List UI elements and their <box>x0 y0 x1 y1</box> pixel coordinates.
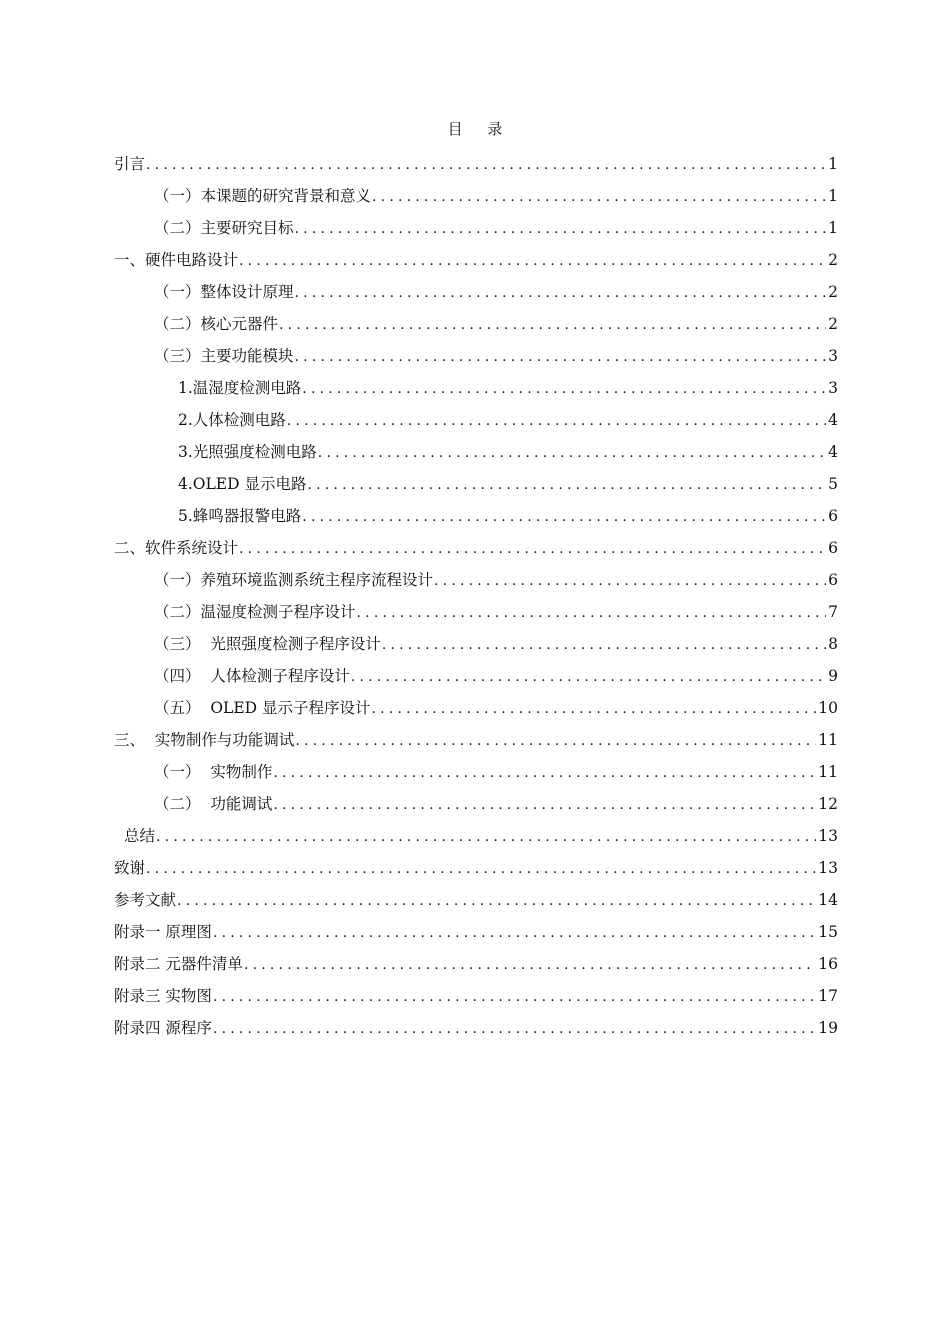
toc-entry-page-number: 13 <box>818 859 838 877</box>
toc-leader-dots <box>301 501 826 533</box>
toc-entry-label: 引言 <box>114 155 146 173</box>
toc-entry-label: 3.光照强度检测电路 <box>178 443 317 461</box>
toc-entry-page-number: 4 <box>828 411 838 429</box>
toc-entry-label: （二）主要研究目标 <box>154 219 294 237</box>
toc-entry-label: （四） 人体检测子程序设计 <box>154 667 350 685</box>
toc-entry[interactable] <box>114 468 838 500</box>
toc-entry-page-number: 1 <box>828 187 838 205</box>
toc-entry[interactable] <box>114 724 838 756</box>
toc-entry-label: 致谢 <box>114 859 146 877</box>
toc-entry[interactable] <box>114 980 838 1012</box>
toc-leader-dots <box>371 181 826 213</box>
toc-entry-label: 1.温湿度检测电路 <box>178 379 302 397</box>
toc-entry-label: 总结 <box>124 827 156 845</box>
toc-entry-page-number: 15 <box>818 923 838 941</box>
toc-leader-dots <box>294 725 816 757</box>
toc-entry[interactable] <box>114 276 838 308</box>
toc-entry-page-number: 14 <box>818 891 838 909</box>
toc-entry[interactable] <box>114 820 838 852</box>
toc-entry-label: （三）主要功能模块 <box>154 347 294 365</box>
toc-leader-dots <box>238 245 826 277</box>
toc-entry[interactable] <box>114 948 838 980</box>
toc-entry-label: （一）养殖环境监测系统主程序流程设计 <box>154 571 434 589</box>
toc-entry[interactable] <box>114 436 838 468</box>
toc-entry-page-number: 9 <box>828 667 838 685</box>
toc-leader-dots <box>286 405 826 437</box>
toc-leader-dots <box>317 437 826 469</box>
toc-leader-dots <box>278 309 826 341</box>
toc-entry-label: 一、硬件电路设计 <box>114 251 239 269</box>
toc-entry-page-number: 2 <box>828 315 838 333</box>
toc-entry-page-number: 3 <box>828 347 838 365</box>
toc-entry[interactable] <box>114 532 838 564</box>
toc-leader-dots <box>212 1013 816 1045</box>
toc-leader-dots <box>212 917 816 949</box>
toc-entry-page-number: 6 <box>828 539 838 557</box>
toc-entry[interactable] <box>114 308 838 340</box>
toc-entry[interactable] <box>114 564 838 596</box>
toc-entry-label: （三） 光照强度检测子程序设计 <box>154 635 381 653</box>
toc-entry-page-number: 4 <box>828 443 838 461</box>
toc-title: 目 录 <box>447 120 513 138</box>
toc-leader-dots <box>176 885 816 917</box>
toc-entry-label: 附录二 元器件清单 <box>114 955 243 973</box>
toc-entry[interactable] <box>114 596 838 628</box>
toc-entry-label: （一） 实物制作 <box>154 763 273 781</box>
toc-leader-dots <box>294 213 827 245</box>
toc-entry-page-number: 6 <box>828 571 838 589</box>
toc-entry-label: （二）核心元器件 <box>154 315 279 333</box>
toc-entry[interactable] <box>114 244 838 276</box>
toc-leader-dots <box>306 469 826 501</box>
toc-leader-dots <box>155 821 816 853</box>
toc-entry-page-number: 10 <box>818 699 838 717</box>
toc-entry-label: 三、 实物制作与功能调试 <box>114 731 295 749</box>
toc-entry-page-number: 17 <box>818 987 838 1005</box>
toc-entry-label: 附录一 原理图 <box>114 923 212 941</box>
toc-leader-dots <box>356 597 827 629</box>
toc-leader-dots <box>238 533 826 565</box>
toc-entry-label: （一）本课题的研究背景和意义 <box>154 187 372 205</box>
toc-entry[interactable] <box>114 1012 838 1044</box>
toc-entry[interactable] <box>114 916 838 948</box>
toc-leader-dots <box>243 949 816 981</box>
toc-leader-dots <box>301 373 826 405</box>
toc-leader-dots <box>381 629 826 661</box>
toc-leader-dots <box>294 277 827 309</box>
toc-entry[interactable] <box>114 372 838 404</box>
toc-entry[interactable] <box>114 884 838 916</box>
toc-leader-dots <box>350 661 826 693</box>
toc-leader-dots <box>145 149 826 181</box>
toc-list <box>114 148 838 1044</box>
toc-entry-page-number: 2 <box>828 251 838 269</box>
toc-entry-page-number: 12 <box>818 795 838 813</box>
toc-leader-dots <box>272 789 816 821</box>
toc-leader-dots <box>433 565 826 597</box>
toc-entry-page-number: 8 <box>828 635 838 653</box>
toc-entry-label: （二） 功能调试 <box>154 795 273 813</box>
toc-entry[interactable] <box>114 212 838 244</box>
toc-leader-dots <box>272 757 816 789</box>
toc-entry[interactable] <box>114 500 838 532</box>
toc-entry-page-number: 11 <box>818 731 838 749</box>
toc-entry[interactable] <box>114 628 838 660</box>
toc-leader-dots <box>294 341 827 373</box>
toc-leader-dots <box>212 981 816 1013</box>
toc-entry-page-number: 19 <box>818 1019 838 1037</box>
toc-entry-label: 5.蜂鸣器报警电路 <box>178 507 302 525</box>
toc-entry-page-number: 5 <box>828 475 838 493</box>
toc-entry-label: 二、软件系统设计 <box>114 539 239 557</box>
toc-entry[interactable] <box>114 852 838 884</box>
toc-entry[interactable] <box>114 788 838 820</box>
toc-entry[interactable] <box>114 660 838 692</box>
toc-leader-dots <box>145 853 816 885</box>
toc-entry-page-number: 6 <box>828 507 838 525</box>
toc-entry-page-number: 1 <box>828 219 838 237</box>
toc-entry-label: （二）温湿度检测子程序设计 <box>154 603 356 621</box>
toc-leader-dots <box>371 693 817 725</box>
toc-entry-label: 附录三 实物图 <box>114 987 212 1005</box>
toc-entry-page-number: 3 <box>828 379 838 397</box>
toc-entry-label: 4.OLED 显示电路 <box>178 475 307 493</box>
toc-entry[interactable] <box>114 404 838 436</box>
toc-entry-page-number: 11 <box>818 763 838 781</box>
toc-entry-label: 参考文献 <box>114 891 177 909</box>
toc-entry-page-number: 2 <box>828 283 838 301</box>
toc-entry[interactable] <box>114 180 838 212</box>
toc-entry-page-number: 13 <box>818 827 838 845</box>
toc-entry[interactable] <box>114 148 838 180</box>
toc-entry-page-number: 1 <box>828 155 838 173</box>
toc-entry[interactable] <box>114 756 838 788</box>
toc-entry-label: 2.人体检测电路 <box>178 411 286 429</box>
toc-entry-page-number: 7 <box>828 603 838 621</box>
toc-entry[interactable] <box>114 692 838 724</box>
toc-entry-label: 附录四 源程序 <box>114 1019 212 1037</box>
toc-entry-label: （一）整体设计原理 <box>154 283 294 301</box>
toc-entry[interactable] <box>114 340 838 372</box>
toc-entry-page-number: 16 <box>818 955 838 973</box>
toc-entry-label: （五） OLED 显示子程序设计 <box>154 699 371 717</box>
